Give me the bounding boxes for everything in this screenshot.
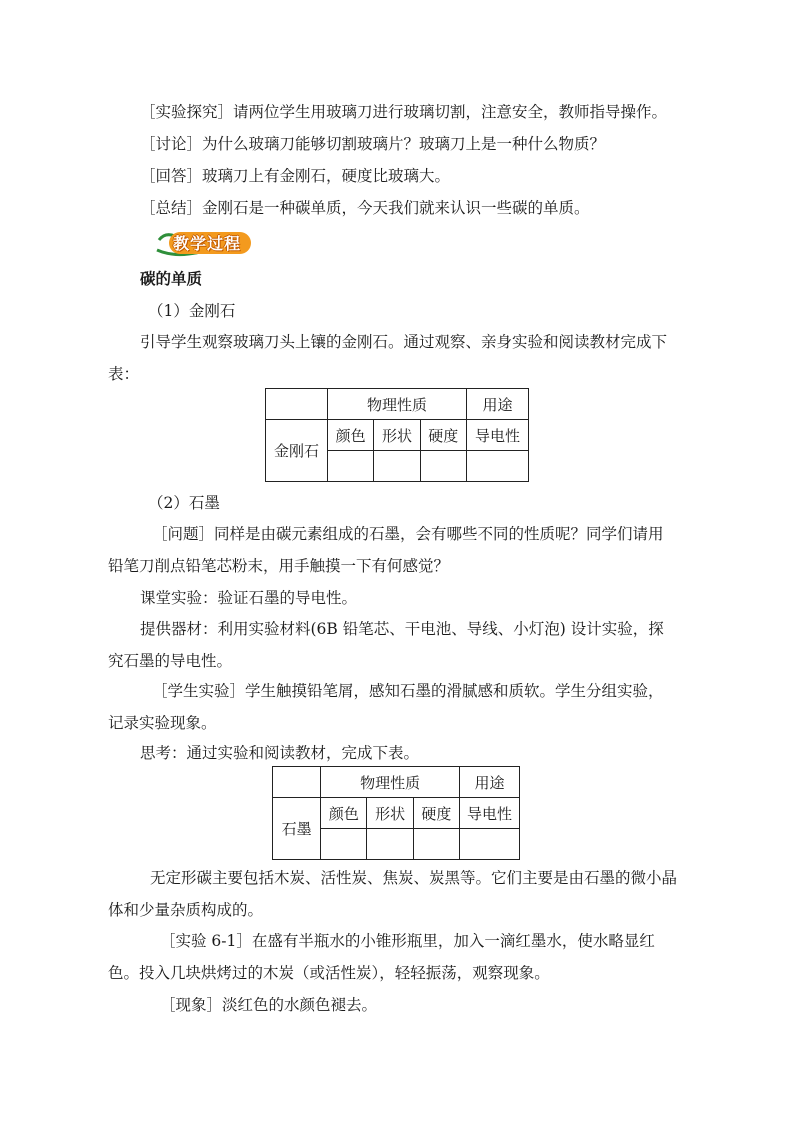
graphite-label: （2）石墨 xyxy=(148,494,220,512)
teaching-process-banner xyxy=(155,228,255,258)
table1-blank-cell xyxy=(420,451,466,482)
graphite-question: ［问题］同样是由碳元素组成的石墨，会有哪些不同的性质呢？同学们请用铅笔刀削点铅笔芯粉末，用手触摸一下有何感觉？ xyxy=(108,525,664,575)
paragraph-discussion: ［讨论］为什么玻璃刀能够切割玻璃片？玻璃刀上是一种什么物质？ xyxy=(140,135,606,153)
paragraph-summary: ［总结］金刚石是一种碳单质，今天我们就来认识一些碳的单质。 xyxy=(140,199,590,217)
table1-group-header: 物理性质 xyxy=(327,389,466,420)
table1-col-header: 硬度 xyxy=(420,420,466,451)
table1-blank-cell xyxy=(466,451,528,482)
paragraph-experiment-explore: ［实验探究］请两位学生用玻璃刀进行玻璃切割，注意安全，教师指导操作。 xyxy=(140,103,668,121)
table2-corner-cell xyxy=(273,767,321,798)
table2-blank-cell xyxy=(413,829,459,860)
materials-text: 提供器材：利用实验材料(6B 铅笔芯、干电池、导线、小灯泡) 设计实验，探究石墨的导电性。 xyxy=(108,620,664,670)
table2-blank-cell xyxy=(321,829,367,860)
table2-use-header: 用途 xyxy=(460,767,520,798)
experiment-6-1: ［实验 6-1］在盛有半瓶水的小锥形瓶里，加入一滴红墨水，使水略显红色。投入几块烘烤过的木炭（或活性炭），轻轻振荡，观察现象。 xyxy=(108,932,655,982)
table2-row-label: 石墨 xyxy=(273,798,321,860)
diamond-properties-table xyxy=(265,388,529,482)
table2-blank-cell xyxy=(460,829,520,860)
phenomenon-text: ［现象］淡红色的水颜色褪去。 xyxy=(160,996,378,1014)
student-experiment: ［学生实验］学生触摸铅笔屑，感知石墨的滑腻感和质软。学生分组实验，记录实验现象。 xyxy=(108,682,664,732)
table1-col-header: 形状 xyxy=(374,420,420,451)
amorphous-carbon-text: 无定形碳主要包括木炭、活性炭、焦炭、炭黑等。它们主要是由石墨的微小晶体和少量杂质构成的。 xyxy=(108,869,678,919)
paragraph-answer: ［回答］玻璃刀上有金刚石，硬度比玻璃大。 xyxy=(140,167,451,185)
table1-use-header: 用途 xyxy=(466,389,528,420)
banner-label: 教学过程 xyxy=(173,234,242,253)
table1-col-header: 导电性 xyxy=(466,420,528,451)
graphite-properties-table xyxy=(272,766,520,860)
table2-col-header: 颜色 xyxy=(321,798,367,829)
diamond-label: （1）金刚石 xyxy=(148,302,236,320)
class-experiment: 课堂实验：验证石墨的导电性。 xyxy=(140,589,358,607)
section-heading: 碳的单质 xyxy=(140,269,203,288)
table1-row-label: 金刚石 xyxy=(266,420,328,482)
table1-blank-cell xyxy=(327,451,373,482)
table2-group-header: 物理性质 xyxy=(321,767,460,798)
table2-col-header: 硬度 xyxy=(413,798,459,829)
table1-col-header: 颜色 xyxy=(327,420,373,451)
think-text: 思考：通过实验和阅读教材，完成下表。 xyxy=(140,744,420,762)
table2-blank-cell xyxy=(367,829,413,860)
table1-blank-cell xyxy=(374,451,420,482)
table1-corner-cell xyxy=(266,389,328,420)
diamond-text: 引导学生观察玻璃刀头上镶的金刚石。通过观察、亲身实验和阅读教材完成下表： xyxy=(108,333,668,383)
table2-col-header: 形状 xyxy=(367,798,413,829)
table2-col-header: 导电性 xyxy=(460,798,520,829)
